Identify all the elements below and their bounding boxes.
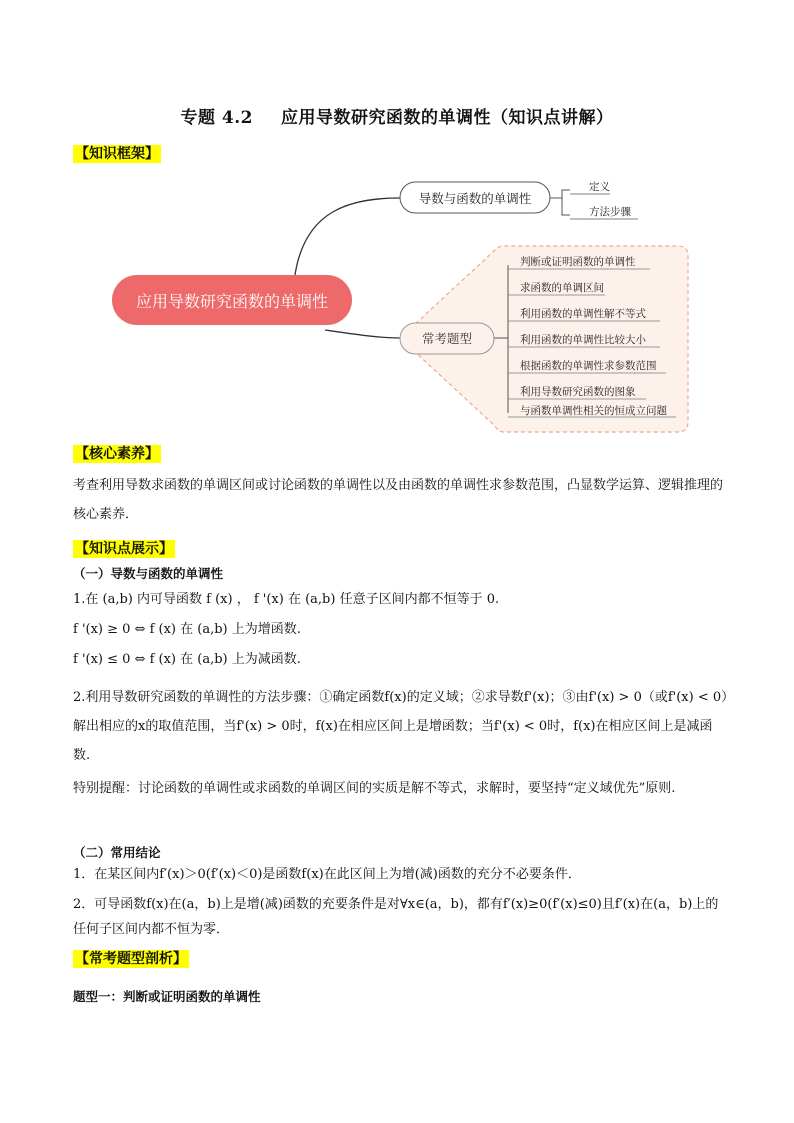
section-analysis xyxy=(73,948,189,969)
part2-heading: （二）常用结论 xyxy=(73,845,161,860)
mindmap-connector-lower xyxy=(325,330,400,338)
section-display-label: 【知识点展示】 xyxy=(75,541,173,557)
section-display xyxy=(73,538,175,559)
page-title xyxy=(0,103,794,128)
conclusion-1: 1．在某区间内f′(x)＞0(f′(x)＜0)是函数f(x)在此区间上为增(减)函数的充分不必要条件． xyxy=(73,867,581,882)
mindmap-connector-upper xyxy=(295,198,400,275)
part1-line1: 1.在 (a,b) 内可导函数 f (x) ， f '(x) 在 (a,b) 任意子区间内都不恒等于 0. xyxy=(73,592,500,607)
section-analysis-label: 【常考题型剖析】 xyxy=(75,951,187,967)
mindmap-type-item: 判断或证明函数的单调性 xyxy=(520,256,636,268)
mindmap-type-item: 利用导数研究函数的图象 xyxy=(520,386,636,398)
section-literacy xyxy=(73,443,161,464)
title-number: 专题 4.2 xyxy=(180,108,253,128)
section-literacy-label: 【核心素养】 xyxy=(75,446,159,462)
mindmap-type-item: 与函数单调性相关的恒成立问题 xyxy=(520,405,667,417)
mindmap-type-item: 利用函数的单调性解不等式 xyxy=(520,308,646,320)
mindmap-branch-derivative-text: 导数与函数的单调性 xyxy=(418,191,532,206)
section-framework xyxy=(73,143,161,164)
mindmap-root-text: 应用导数研究函数的单调性 xyxy=(135,292,329,311)
mindmap-leaf-definition: 定义 xyxy=(589,181,610,193)
part1-line3: f '(x) ≤ 0 ⇔ f (x) 在 (a,b) 上为减函数. xyxy=(73,652,301,667)
conclusion-2: 2．可导函数f(x)在(a，b)上是增(减)函数的充要条件是对∀x∈(a，b)，都有f′(x)≥0(f′(x)≤0)且f′(x)在(a，b)上的任何子区间内都不恒为零． xyxy=(73,897,719,937)
mindmap-type-item: 求函数的单调区间 xyxy=(520,282,604,294)
part1-heading: （一）导数与函数的单调性 xyxy=(73,566,224,581)
section-framework-label: 【知识框架】 xyxy=(75,146,159,162)
part1-line2: f '(x) ≥ 0 ⇔ f (x) 在 (a,b) 上为增函数. xyxy=(73,622,301,637)
method-steps-paragraph: 2.利用导数研究函数的单调性的方法步骤：①确定函数f(x)的定义域；②求导数f'(x)；③由f'(x) > 0（或f'(x) < 0）解出相应的x的取值范围，当f'(x) > 0时，f(x)在相应区间上是增函数；当f'(x) < 0时，f(x)在相应区间上是减函数. xyxy=(73,690,728,763)
reminder-paragraph: 特别提醒：讨论函数的单调性或求函数的单调区间的实质是解不等式，求解时，要坚持“定义域优先”原则. xyxy=(73,781,676,796)
title-text: 应用导数研究函数的单调性（知识点讲解） xyxy=(281,108,614,128)
type-one-heading: 题型一：判断或证明函数的单调性 xyxy=(73,989,261,1004)
mindmap-leaf-method: 方法步骤 xyxy=(589,206,631,218)
mindmap-type-item: 利用函数的单调性比较大小 xyxy=(520,334,646,346)
mindmap-branch-types-text: 常考题型 xyxy=(421,331,473,346)
knowledge-mindmap xyxy=(100,170,700,435)
mindmap-type-item: 根据函数的单调性求参数范围 xyxy=(520,360,657,372)
literacy-paragraph: 考查利用导数求函数的单调区间或讨论函数的单调性以及由函数的单调性求参数范围，凸显数学运算、逻辑推理的核心素养． xyxy=(73,478,724,522)
